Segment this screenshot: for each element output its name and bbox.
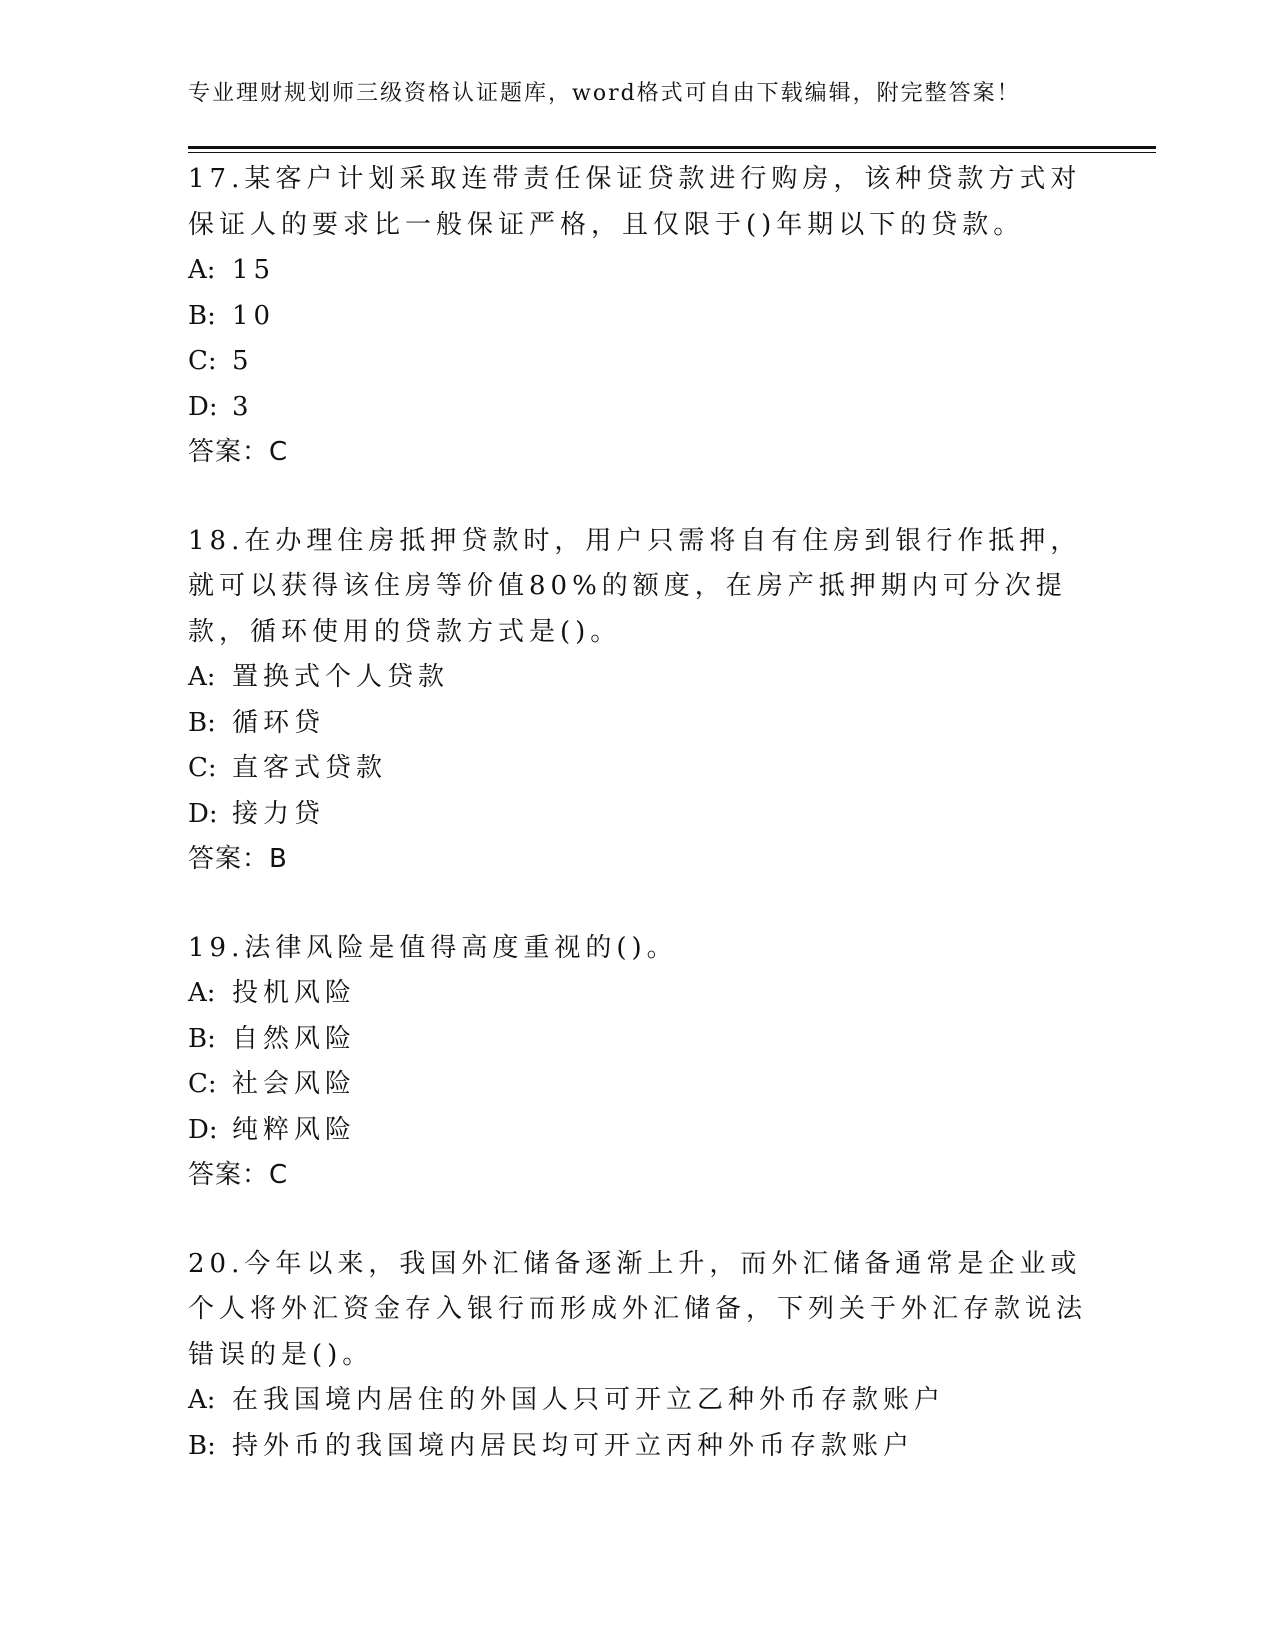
option-letter: A: [188, 1385, 216, 1415]
option-letter: D: [188, 1114, 218, 1145]
question-17 [188, 157, 1088, 476]
option-letter: A: [188, 255, 216, 285]
option-text: 社会风险 [232, 1069, 357, 1099]
question-20 [188, 1242, 1088, 1470]
option-letter: D: [188, 391, 218, 422]
option-a [188, 248, 1088, 294]
option-text: 直客式贷款 [232, 753, 388, 783]
question-18 [188, 519, 1088, 883]
option-letter: C: [188, 753, 217, 783]
question-19 [188, 926, 1088, 1199]
option-d [188, 385, 1088, 431]
answer-line: 答案：C [188, 1160, 289, 1190]
option-b [188, 701, 1088, 747]
option-c [188, 1062, 1088, 1108]
option-letter: B: [188, 1023, 216, 1054]
option-letter: B: [188, 707, 216, 738]
option-b [188, 1017, 1088, 1063]
option-letter: B: [188, 1430, 216, 1461]
option-letter: A: [188, 662, 216, 692]
question-stem: 20.今年以来，我国外汇储备逐渐上升，而外汇储备通常是企业或个人将外汇资金存入银行而形成外汇储备，下列关于外汇存款说法错误的是()。 [188, 1248, 1088, 1370]
page-header: 专业理财规划师三级资格认证题库，word格式可自由下载编辑，附完整答案！ [188, 81, 1021, 106]
option-letter: C: [188, 346, 217, 376]
option-b [188, 1424, 1088, 1470]
option-a [188, 1378, 1088, 1424]
option-c [188, 339, 1088, 385]
option-d [188, 1108, 1088, 1154]
option-b [188, 294, 1088, 340]
question-list [188, 157, 1088, 1512]
question-stem: 17.某客户计划采取连带责任保证贷款进行购房，该种贷款方式对保证人的要求比一般保证严格，且仅限于()年期以下的贷款。 [188, 164, 1082, 240]
answer-line: 答案：B [188, 844, 288, 874]
option-letter: D: [188, 798, 218, 829]
option-c [188, 746, 1088, 792]
option-text: 置换式个人贷款 [232, 662, 450, 692]
option-a [188, 971, 1088, 1017]
option-letter: B: [188, 300, 216, 331]
question-stem: 18.在办理住房抵押贷款时，用户只需将自有住房到银行作抵押，就可以获得该住房等价值80%的额度，在房产抵押期内可分次提款，循环使用的贷款方式是()。 [188, 525, 1082, 647]
option-a [188, 655, 1088, 701]
option-text: 循环贷 [232, 707, 326, 738]
answer-line: 答案：C [188, 437, 289, 467]
option-text: 5 [232, 346, 254, 376]
option-text: 10 [232, 300, 276, 331]
option-text: 投机风险 [232, 978, 357, 1008]
option-text: 持外币的我国境内居民均可开立丙种外币存款账户 [232, 1430, 915, 1461]
option-text: 自然风险 [232, 1023, 357, 1054]
header-rule-thick [188, 146, 1156, 149]
option-text: 15 [232, 255, 276, 285]
option-letter: C: [188, 1069, 217, 1099]
question-stem: 19.法律风险是值得高度重视的()。 [188, 932, 678, 963]
option-text: 纯粹风险 [232, 1114, 357, 1145]
option-letter: A: [188, 978, 216, 1008]
header-rule-thin [188, 152, 1156, 153]
option-text: 在我国境内居住的外国人只可开立乙种外币存款账户 [232, 1385, 946, 1415]
option-text: 3 [232, 391, 254, 422]
option-d [188, 792, 1088, 838]
option-text: 接力贷 [232, 798, 326, 829]
